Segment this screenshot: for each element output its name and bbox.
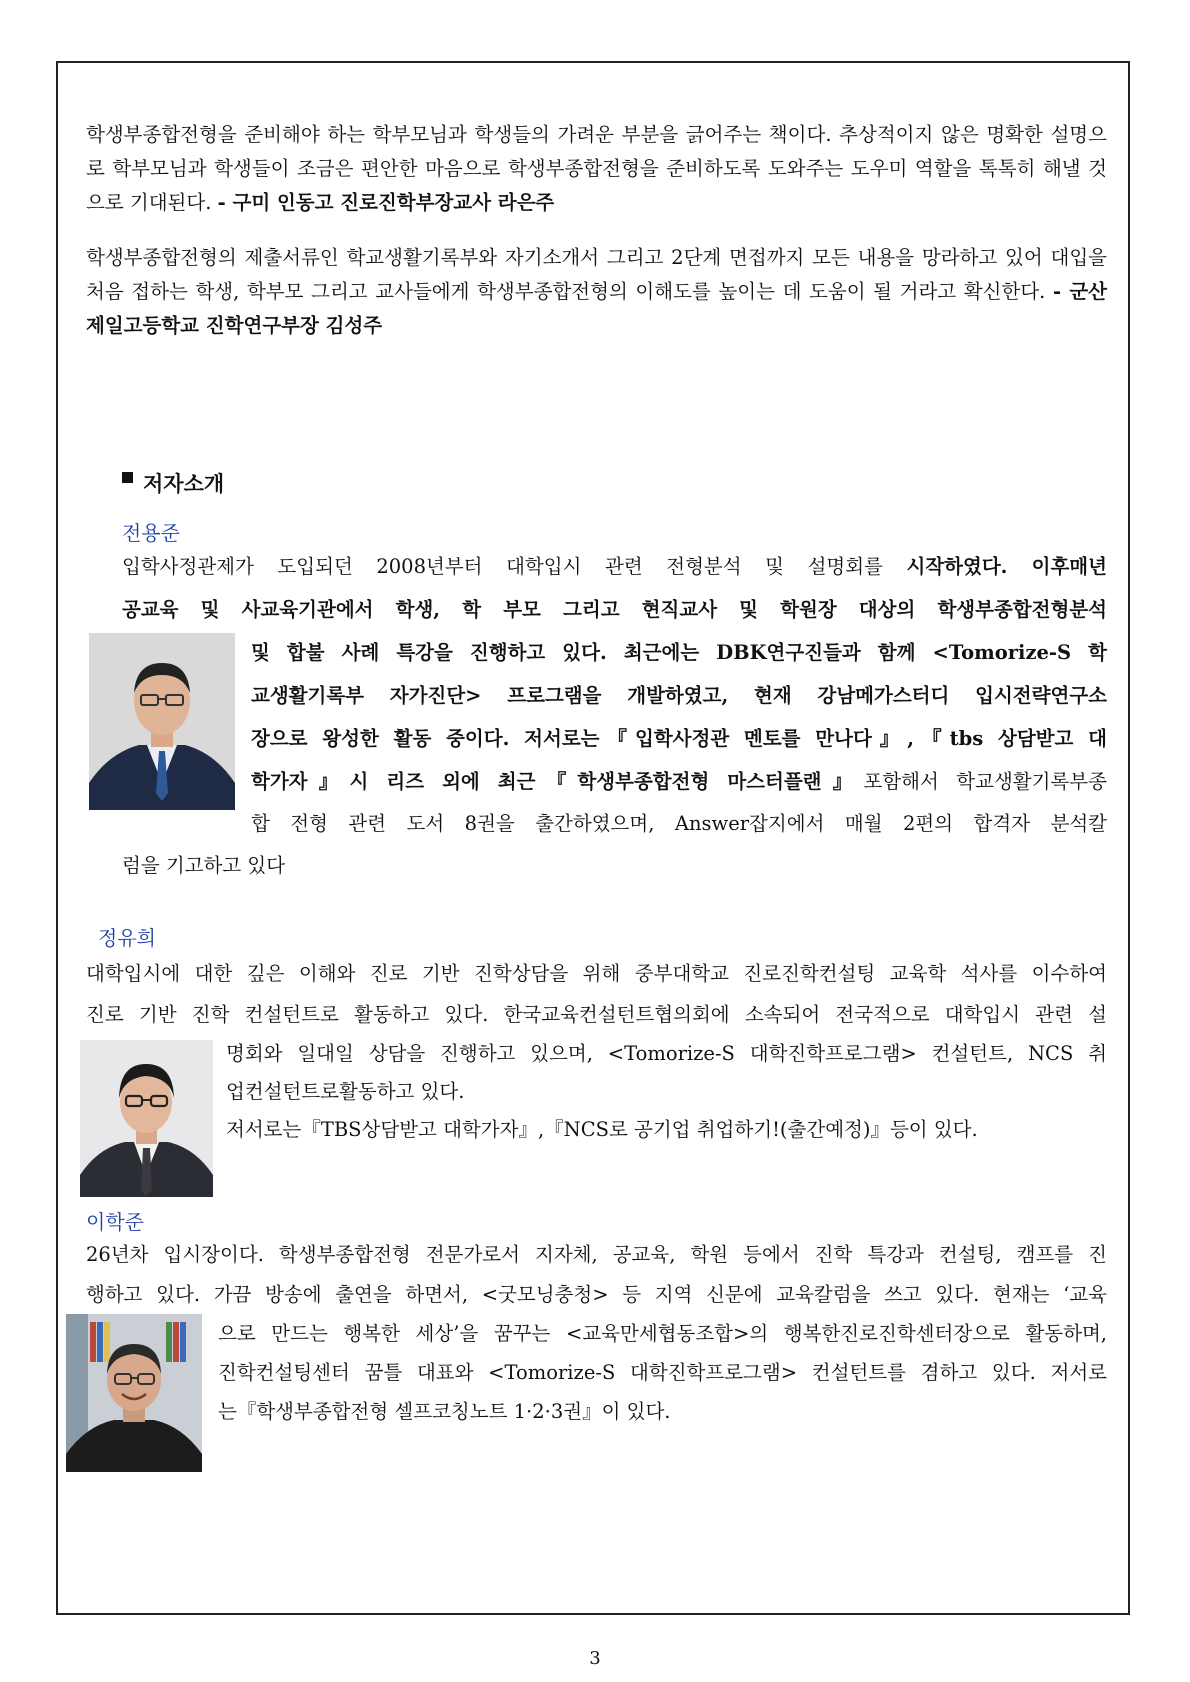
author-bio-1-line-7: 합 전형 관련 도서 8권을 출간하였으며, Answer잡지에서 매월 2편의 합격자 분석칼 (251, 812, 1107, 835)
author-photo-1 (89, 633, 235, 810)
author-bio-1-line-1: 입학사정관제가 도입되던 2008년부터 대학입시 관련 전형분석 및 설명회를 시작하였다. 이후매년 (122, 555, 1107, 578)
review-attribution-2: - 군산 제일고등학교 진학연구부장 김성주 (86, 280, 1107, 337)
author-name-2: 정유희 (98, 926, 156, 950)
author-bio-3-line-1: 26년차 입시장이다. 학생부종합전형 전문가로서 지자체, 공교육, 학원 등에서 진학 특강과 컨설팅, 캠프를 진 (86, 1243, 1107, 1266)
author-bio-1-line-8: 럼을 기고하고 있다 (122, 854, 286, 877)
review-attribution-1: - 구미 인동고 진로진학부장교사 라은주 (217, 191, 555, 214)
square-bullet-icon (122, 472, 133, 483)
author-bio-1-line-4: 교생활기록부 자가진단> 프로그램을 개발하였고, 현재 강남메가스터디 입시전략연구소 (251, 684, 1107, 707)
author-bio-2-line-1: 대학입시에 대한 깊은 이해와 진로 기반 진학상담을 위해 중부대학교 진로진학컨설팅 교육학 석사를 이수하여 (86, 962, 1107, 985)
author-photo-2 (80, 1040, 213, 1197)
author-bio-3-line-5: 는『학생부종합전형 셀프코칭노트 1·2·3권』이 있다. (218, 1400, 671, 1423)
author-bio-3-line-3: 으로 만드는 행복한 세상’을 꿈꾸는 <교육만세협동조합>의 행복한진로진학센터장으로 활동하며, (218, 1322, 1107, 1345)
author-bio-1-line-2: 공교육 및 사교육기관에서 학생, 학 부모 그리고 현직교사 및 학원장 대상의 학생부종합전형분석 (122, 598, 1107, 621)
author-bio-2-line-3: 명회와 일대일 상담을 진행하고 있으며, <Tomorize-S 대학진학프로그램> 컨설턴트, NCS 취 (226, 1042, 1107, 1065)
portrait-photo-icon (89, 633, 235, 810)
author-name-1: 전용준 (122, 521, 180, 545)
author-bio-3-line-4: 진학컨설팅센터 꿈틀 대표와 <Tomorize-S 대학진학프로그램> 컨설턴트를 겸하고 있다. 저서로 (218, 1361, 1107, 1384)
author-name-3: 이학준 (86, 1210, 144, 1234)
author-bio-1-line-5: 장으로 왕성한 활동 중이다. 저서로는『입학사정관 멘토를 만나다』,『tbs 상담받고 대 (251, 727, 1107, 750)
portrait-photo-icon (80, 1040, 213, 1197)
portrait-photo-icon (66, 1314, 202, 1472)
author-bio-3-line-2: 행하고 있다. 가끔 방송에 출연을 하면서, <굿모닝충청> 등 지역 신문에 교육칼럼을 쓰고 있다. 현재는 ‘교육 (86, 1283, 1107, 1306)
author-bio-2-line-4: 업컨설턴트로활동하고 있다. (226, 1080, 465, 1103)
author-bio-2-line-5: 저서로는『TBS상담받고 대학가자』,『NCS로 공기업 취업하기!(출간예정)』등이 있다. (226, 1118, 978, 1141)
author-bio-1-line-6: 학가자』시 리즈 외에 최근『학생부종합전형 마스터플랜』포함해서 학교생활기록부종 (251, 770, 1107, 793)
page-number: 3 (589, 1648, 601, 1669)
review-paragraph-1: 학생부종합전형을 준비해야 하는 학부모님과 학생들의 가려운 부분을 긁어주는 책이다. 추상적이지 않은 명확한 설명으로 학부모님과 학생들이 조금은 편안한 마음으로 학생부종합전형을 준비하도록 도와주는 도우미 역할을 톡톡히 해낼 것으로 기대된다. - 구미 인동고 진로진학부장교사 라은주 (86, 123, 1107, 214)
author-photo-3 (66, 1314, 202, 1472)
section-heading: 저자소개 (122, 468, 224, 498)
review-paragraph-2: 학생부종합전형의 제출서류인 학교생활기록부와 자기소개서 그리고 2단계 면접까지 모든 내용을 망라하고 있어 대입을 처음 접하는 학생, 학부모 그리고 교사들에게 학생부종합전형의 이해도를 높이는 데 도움이 될 거라고 확신한다. - 군산 제일고등학교 진학연구부장 김성주 (86, 246, 1107, 337)
author-bio-1-line-3: 및 합불 사례 특강을 진행하고 있다. 최근에는 DBK연구진들과 함께 <Tomorize-S 학 (251, 641, 1107, 664)
author-bio-2-line-2: 진로 기반 진학 컨설턴트로 활동하고 있다. 한국교육컨설턴트협의회에 소속되어 전국적으로 대학입시 관련 설 (86, 1003, 1107, 1026)
